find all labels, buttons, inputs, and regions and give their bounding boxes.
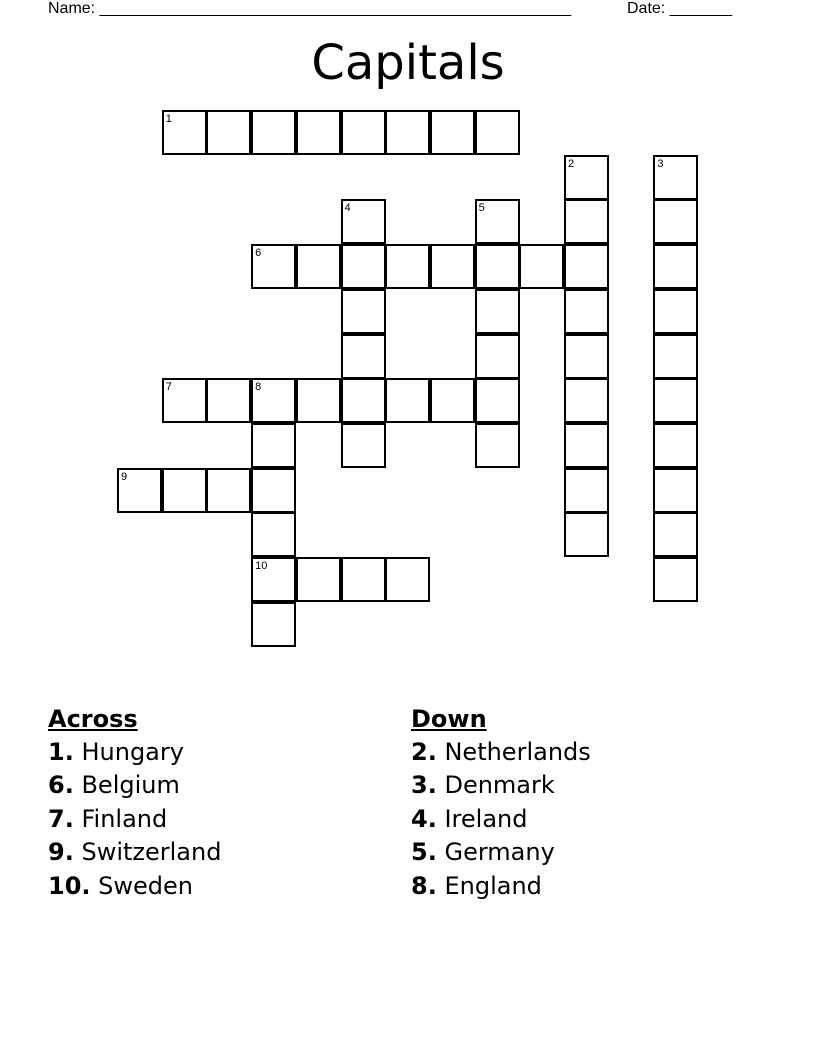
clue-text: Sweden (98, 871, 193, 900)
clue-number: 3. (411, 771, 437, 800)
clue-number-label: 1 (165, 113, 172, 125)
crossword-cell[interactable] (564, 378, 609, 423)
clue-number-label: 3 (657, 157, 664, 170)
crossword-cell[interactable] (251, 110, 296, 155)
clue-text: Germany (444, 838, 555, 867)
clue-down-5 (411, 836, 591, 869)
crossword-cell[interactable] (430, 110, 475, 155)
crossword-cell[interactable] (475, 244, 520, 289)
crossword-cell[interactable] (475, 289, 520, 334)
crossword-cell[interactable] (564, 199, 609, 244)
crossword-cell[interactable] (341, 378, 386, 423)
clue-text: England (444, 871, 542, 900)
clue-text: Netherlands (444, 738, 591, 766)
clue-number-label: 9 (121, 470, 128, 483)
crossword-cell[interactable] (653, 289, 698, 334)
clue-number-label: 7 (165, 381, 172, 394)
crossword-cell[interactable] (341, 199, 386, 244)
down-heading: Down (411, 705, 487, 733)
crossword-cell[interactable] (475, 334, 520, 379)
clue-down-4 (411, 803, 591, 836)
clue-number: 9. (48, 838, 74, 867)
clue-across-9 (48, 836, 221, 869)
clue-across-1 (48, 736, 221, 769)
clue-number-label: 2 (568, 157, 575, 170)
clue-number: 5. (411, 838, 437, 867)
crossword-cell[interactable] (251, 378, 296, 423)
clue-number: 7. (48, 804, 74, 833)
across-heading: Across (48, 705, 138, 733)
crossword-cell[interactable] (653, 378, 698, 423)
clue-number: 2. (411, 738, 437, 766)
crossword-cell[interactable] (430, 244, 475, 289)
clue-text: Ireland (444, 804, 528, 833)
clue-across-7 (48, 803, 221, 836)
clue-text: Hungary (81, 738, 184, 766)
crossword-cell[interactable] (564, 244, 609, 289)
clue-number: 4. (411, 804, 437, 833)
clue-number: 1. (48, 738, 74, 766)
crossword-cell[interactable] (341, 110, 386, 155)
date-field[interactable]: Date: _______ (627, 0, 732, 17)
crossword-cell[interactable] (653, 334, 698, 379)
crossword-cell[interactable] (296, 244, 341, 289)
crossword-cell[interactable] (564, 334, 609, 379)
crossword-cell[interactable] (430, 378, 475, 423)
crossword-cell[interactable] (653, 557, 698, 602)
crossword-cell[interactable] (341, 557, 386, 602)
crossword-cell[interactable] (564, 423, 609, 468)
crossword-cell[interactable] (162, 110, 207, 155)
clue-down-8 (411, 870, 591, 903)
crossword-cell[interactable] (341, 334, 386, 379)
crossword-cell[interactable] (206, 468, 251, 513)
name-field[interactable]: Name: _____________________________________________________ (48, 0, 572, 17)
crossword-cell[interactable] (251, 557, 296, 602)
crossword-cell[interactable] (162, 468, 207, 513)
clue-number: 10. (48, 871, 91, 900)
clue-across-6 (48, 769, 221, 802)
crossword-cell[interactable] (475, 199, 520, 244)
crossword-cell[interactable] (564, 512, 609, 557)
crossword-cell[interactable] (564, 468, 609, 513)
clue-text: Denmark (444, 771, 555, 800)
clue-number-label: 8 (255, 381, 262, 394)
crossword-cell[interactable] (475, 110, 520, 155)
crossword-cell[interactable] (653, 468, 698, 513)
clue-down-3 (411, 769, 591, 802)
crossword-cell[interactable] (653, 512, 698, 557)
clue-text: Switzerland (81, 838, 222, 867)
crossword-cell[interactable] (296, 378, 341, 423)
clue-number-label: 6 (255, 247, 262, 260)
crossword-cell[interactable] (653, 155, 698, 200)
crossword-cell[interactable] (251, 423, 296, 468)
crossword-cell[interactable] (296, 110, 341, 155)
crossword-cell[interactable] (251, 244, 296, 289)
crossword-cell[interactable] (475, 378, 520, 423)
crossword-cell[interactable] (653, 244, 698, 289)
down-clues (411, 702, 591, 903)
clue-down-2 (411, 736, 591, 769)
crossword-cell[interactable] (653, 199, 698, 244)
crossword-cell[interactable] (385, 557, 430, 602)
crossword-cell[interactable] (341, 244, 386, 289)
crossword-cell[interactable] (251, 468, 296, 513)
crossword-cell[interactable] (251, 512, 296, 557)
crossword-cell[interactable] (385, 244, 430, 289)
crossword-cell[interactable] (475, 423, 520, 468)
clue-text: Belgium (81, 771, 180, 800)
crossword-cell[interactable] (162, 378, 207, 423)
crossword-cell[interactable] (385, 378, 430, 423)
clue-number: 6. (48, 771, 74, 800)
crossword-cell[interactable] (564, 155, 609, 200)
clue-number: 8. (411, 871, 437, 900)
crossword-cell[interactable] (296, 557, 341, 602)
page-title: Capitals (311, 35, 505, 91)
clue-across-10 (48, 870, 221, 903)
crossword-cell[interactable] (251, 602, 296, 647)
crossword-cell[interactable] (564, 289, 609, 334)
crossword-cell[interactable] (385, 110, 430, 155)
crossword-cell[interactable] (653, 423, 698, 468)
across-clues (48, 702, 221, 903)
crossword-cell[interactable] (117, 468, 162, 513)
crossword-cell[interactable] (519, 244, 564, 289)
clue-number-label: 10 (255, 560, 268, 572)
clue-number-label: 4 (344, 202, 351, 215)
crossword-cell[interactable] (341, 289, 386, 334)
crossword-cell[interactable] (341, 423, 386, 468)
clue-number-label: 5 (478, 202, 485, 215)
crossword-cell[interactable] (206, 110, 251, 155)
crossword-cell[interactable] (206, 378, 251, 423)
clue-text: Finland (81, 804, 168, 833)
